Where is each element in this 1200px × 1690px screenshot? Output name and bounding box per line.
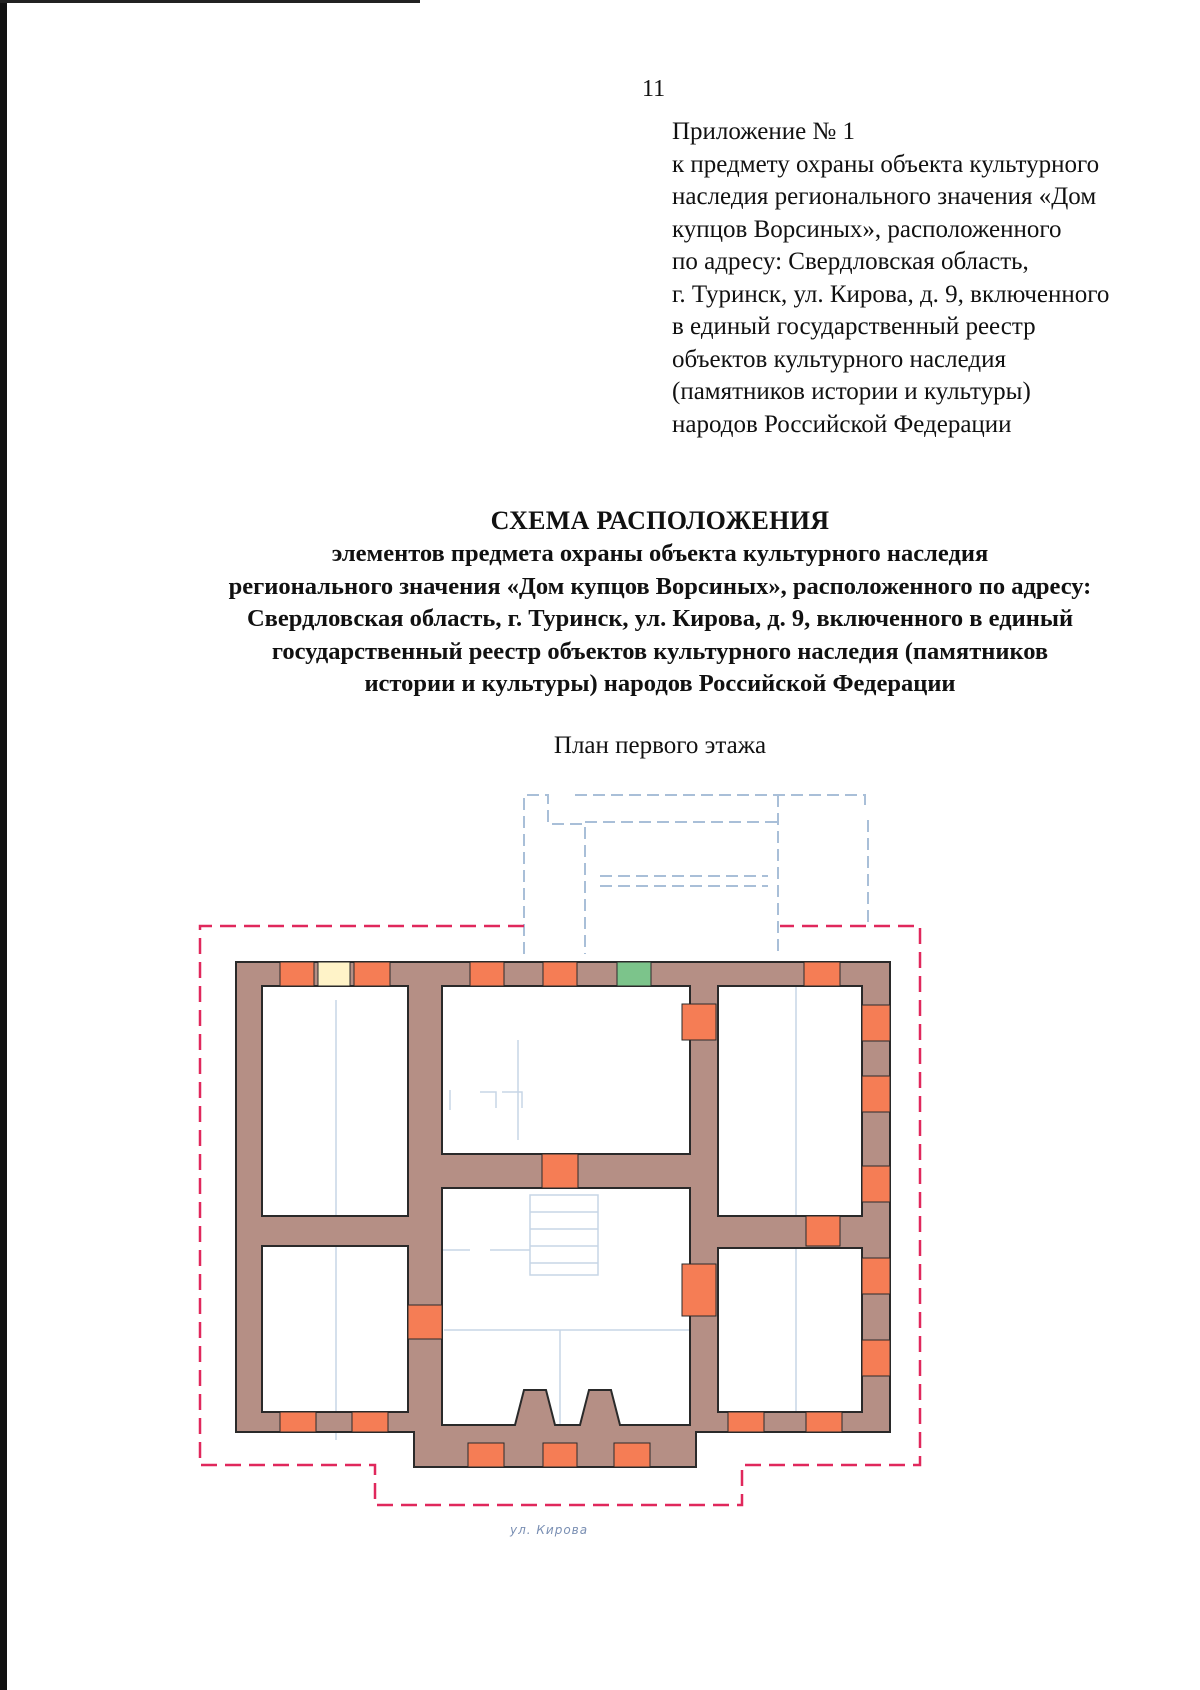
appendix-line: купцов Ворсиных», расположенного xyxy=(672,215,1062,243)
appendix-line: г. Туринск, ул. Кирова, д. 9, включенного xyxy=(672,280,1110,308)
appendix-line: по адресу: Свердловская область, xyxy=(672,248,1029,275)
window-opening xyxy=(862,1005,890,1041)
title-line: регионального значения «Дом купцов Ворсиных», расположенного по адресу: xyxy=(228,572,1092,600)
window-opening xyxy=(354,962,390,986)
door-opening xyxy=(682,1264,716,1316)
window-opening xyxy=(862,1340,890,1376)
ghost-interior-lines xyxy=(336,965,796,1445)
window-opening xyxy=(318,962,350,986)
door-opening-special xyxy=(617,962,651,986)
appendix-line: наследия регионального значения «Дом xyxy=(672,183,1097,210)
window-opening xyxy=(862,1258,890,1294)
window-opening xyxy=(614,1443,650,1467)
building-walls xyxy=(236,962,890,1467)
door-opening xyxy=(543,962,577,986)
door-opening xyxy=(542,1154,578,1188)
title-line: государственный реестр объектов культурного наследия (памятников xyxy=(271,637,1049,665)
appendix-line: народов Российской Федерации xyxy=(672,410,1012,438)
appendix-line: (памятников истории и культуры) xyxy=(672,378,1031,405)
door-opening xyxy=(408,1305,442,1339)
ghost-porch-outline xyxy=(524,795,868,954)
document-title xyxy=(60,504,1200,701)
title-line: Свердловская область, г. Туринск, ул. Кирова, д. 9, включенного в единый xyxy=(246,605,1074,632)
window-opening xyxy=(468,1443,504,1467)
appendix-note xyxy=(672,116,1172,441)
title-main: СХЕМА РАСПОЛОЖЕНИЯ xyxy=(490,506,830,535)
window-opening xyxy=(470,962,504,986)
appendix-line: Приложение № 1 xyxy=(672,118,856,145)
window-opening xyxy=(280,1412,316,1432)
door-opening xyxy=(682,1004,716,1040)
appendix-line: к предмету охраны объекта культурного xyxy=(672,150,1100,178)
wall-openings xyxy=(280,962,890,1467)
window-opening xyxy=(352,1412,388,1432)
street-label: ул. Кирова xyxy=(510,1523,589,1537)
title-line: элементов предмета охраны объекта культурного наследия xyxy=(331,540,989,567)
window-opening xyxy=(280,962,314,986)
window-opening xyxy=(862,1166,890,1202)
scan-top-edge xyxy=(0,0,420,3)
appendix-line: в единый государственный реестр xyxy=(672,313,1036,340)
title-line: истории и культуры) народов Российской Федерации xyxy=(364,670,956,697)
window-opening xyxy=(804,962,840,986)
plan-title: План первого этажа xyxy=(553,732,767,759)
floor-plan xyxy=(0,780,1000,1540)
window-opening xyxy=(728,1412,764,1432)
window-opening xyxy=(862,1076,890,1112)
window-opening xyxy=(806,1412,842,1432)
door-opening xyxy=(543,1443,577,1467)
appendix-line: объектов культурного наследия xyxy=(672,345,1006,373)
door-opening xyxy=(806,1216,840,1246)
page-number: 11 xyxy=(642,76,666,102)
